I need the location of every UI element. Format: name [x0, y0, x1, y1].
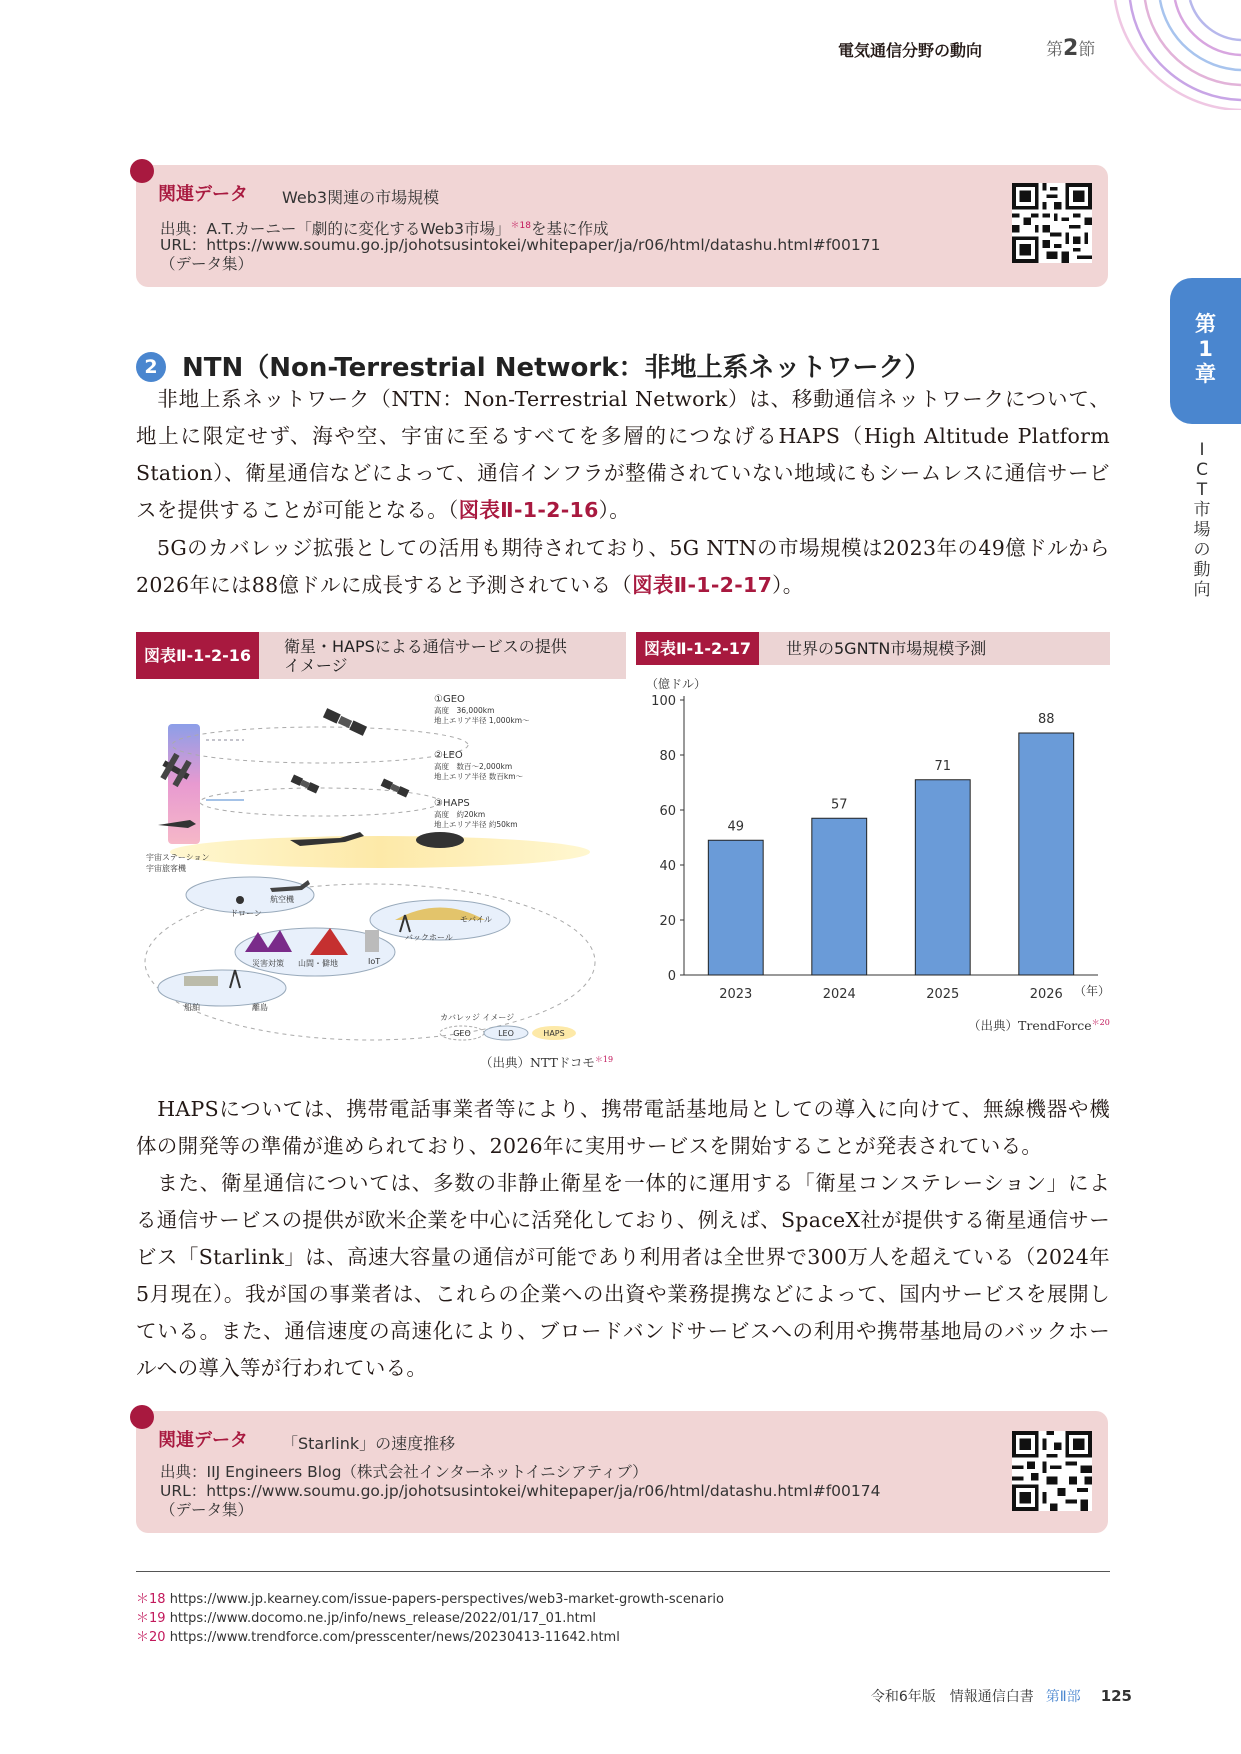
ntn-illustration — [140, 690, 618, 1050]
haps-radius: 地上エリア半径 約50km — [434, 820, 518, 829]
vertical-char: C — [1196, 460, 1208, 480]
y-tick-label: 40 — [659, 859, 676, 874]
figure-reference-link[interactable]: 図表Ⅱ-1-2-17 — [632, 573, 773, 597]
figure-reference-link[interactable]: 図表Ⅱ-1-2-16 — [458, 498, 599, 522]
figure-16-caption-line1: 衛星・HAPSによる通信サービスの提供 — [284, 637, 567, 656]
bar-2025 — [915, 780, 970, 975]
vertical-char: 向 — [1193, 580, 1211, 600]
y-axis-unit-label: （億ドル） — [646, 677, 707, 691]
related-data-box-starlink — [136, 1411, 1108, 1533]
page-number: 125 — [1100, 1687, 1132, 1705]
geo-label: ①GEO — [434, 694, 465, 705]
ship-icon — [184, 976, 218, 986]
section-prefix: 第 — [1046, 40, 1063, 60]
running-header-title: 電気通信分野の動向 — [838, 41, 983, 60]
drone-label: ドローン — [230, 909, 262, 918]
footnote-url[interactable]: https://www.jp.kearney.com/issue-papers-perspectives/web3-market-growth-scenario — [169, 1592, 724, 1607]
body-paragraph-2 — [136, 530, 1110, 604]
related-data-collection: （データ集） — [160, 1501, 254, 1519]
figure-17-header — [636, 632, 1110, 665]
paragraph-text-end: ）。 — [772, 573, 804, 597]
footer-part: 第Ⅱ部 — [1045, 1689, 1081, 1705]
figure-17-tag: 図表Ⅱ-1-2-17 — [636, 632, 759, 665]
footnote-divider — [136, 1571, 1110, 1572]
section-suffix: 節 — [1078, 40, 1096, 60]
footnote-20 — [136, 1626, 620, 1645]
vertical-char: T — [1196, 480, 1208, 500]
bar-2026 — [1019, 733, 1074, 975]
related-data-title: 「Starlink」の速度推移 — [282, 1434, 456, 1453]
x-tick-label: 2026 — [1029, 987, 1063, 1002]
coverage-geo-label: GEO — [453, 1029, 471, 1038]
qr-code-icon[interactable] — [1012, 1431, 1092, 1511]
body-paragraph-1 — [136, 381, 1110, 529]
vertical-char: 場 — [1193, 520, 1211, 540]
footnote-mark: ＊19 — [136, 1611, 166, 1626]
x-tick-label: 2024 — [822, 987, 856, 1002]
x-tick-label: 2023 — [719, 987, 753, 1002]
space-plane-label: 宇宙旅客機 — [146, 864, 186, 873]
leo-satellite-icon — [291, 774, 320, 793]
source-text: 出典：A.T.カーニー「劇的に変化するWeb3市場」 — [160, 220, 511, 239]
coverage-label: カバレッジ イメージ — [440, 1013, 515, 1022]
leo-satellite-icon — [381, 778, 410, 797]
credit-text: （出典）TrendForce — [968, 1018, 1092, 1033]
related-data-label: 関連データ — [158, 1430, 248, 1451]
chapter-tab — [1170, 278, 1241, 424]
credit-text: （出典）NTTドコモ — [480, 1055, 595, 1070]
leo-altitude: 高度 数百～2,000km — [434, 762, 513, 771]
related-data-label: 関連データ — [158, 184, 248, 205]
haps-altitude: 高度 約20km — [434, 810, 486, 819]
related-data-source — [160, 217, 608, 238]
body-paragraph-4: また、衛星通信については、多数の非静止衛星を一体的に運用する「衛星コンステレーション」による通信サービスの提供が欧米企業を中心に活発化しており、例えば、SpaceX社が提供する衛星通信サービス「Starlink」は、高速大容量の通信が可能であり利用者は全世界で300万人を超えている（2024年5月現在）。我が国の事業者は、これらの企業への出資や業務提携などによって、国内サービスを展開している。また、通信速度の高速化により、ブロードバンドサービスへの利用や携帯基地局のバックホールへの導入等が行われている。 — [136, 1171, 1110, 1380]
haps-label: ③HAPS — [434, 798, 470, 809]
figure-16-header — [136, 632, 626, 679]
footnote-url[interactable]: https://www.trendforce.com/presscenter/news/20230413-11642.html — [169, 1630, 620, 1645]
related-data-box-web3 — [136, 165, 1108, 287]
section-number-badge: 2 — [136, 352, 166, 382]
airplane-area — [186, 877, 314, 913]
related-data-url[interactable]: URL：https://www.soumu.go.jp/johotsusintokei/whitepaper/ja/r06/html/datashu.html#f00174 — [160, 1482, 881, 1500]
paragraph-text-end: ）。 — [598, 498, 631, 522]
page-footer — [871, 1686, 1132, 1706]
bar-2024 — [812, 818, 867, 975]
footnote-ref: ＊20 — [1091, 1017, 1110, 1027]
footnote-ref: ＊18 — [510, 221, 531, 231]
source-suffix: を基に作成 — [530, 220, 609, 239]
qr-code-icon[interactable] — [1012, 183, 1092, 263]
airship-icon — [416, 832, 464, 848]
footnote-mark: ＊20 — [136, 1630, 166, 1645]
y-tick-label: 0 — [667, 969, 676, 984]
geo-radius: 地上エリア半径 1,000km～ — [434, 716, 530, 725]
related-data-collection: （データ集） — [160, 255, 254, 273]
iot-label: IoT — [368, 957, 381, 966]
disaster-label: 災害対策 — [252, 959, 284, 968]
island-label: 離島 — [252, 1003, 268, 1012]
related-data-dot — [130, 159, 154, 183]
chapter-vertical-title — [1188, 440, 1216, 600]
chapter-number: 1 — [1198, 337, 1213, 361]
bar-value-label: 57 — [830, 797, 848, 813]
footnote-url[interactable]: https://www.docomo.ne.jp/info/news_release/2022/01/17_01.html — [169, 1611, 596, 1626]
airplane-label: 航空機 — [270, 895, 294, 904]
figure-16-tag: 図表Ⅱ-1-2-16 — [136, 632, 259, 679]
vertical-char: 動 — [1193, 560, 1211, 580]
related-data-title: Web3関連の市場規模 — [282, 188, 440, 207]
geo-altitude: 高度 36,000km — [434, 706, 495, 715]
figure-16-credit — [480, 1053, 613, 1071]
vertical-char: I — [1199, 440, 1205, 460]
chapter-prefix: 第 — [1195, 312, 1216, 336]
footer-edition: 令和6年版 情報通信白書 — [870, 1689, 1034, 1705]
figure-17-caption: 世界の5GNTN市場規模予測 — [786, 639, 987, 658]
body-paragraph-3: HAPSについては、携帯電話事業者等により、携帯電話基地局としての導入に向けて、無線機器や機体の開発等の準備が進められており、2026年に実用サービスを開始することが発表されている。 — [136, 1097, 1110, 1158]
coverage-haps-label: HAPS — [543, 1029, 565, 1038]
vertical-char: 市 — [1193, 500, 1211, 520]
bar-value-label: 88 — [1037, 712, 1055, 727]
geo-orbit — [172, 727, 468, 763]
related-data-url[interactable]: URL：https://www.soumu.go.jp/johotsusintokei/whitepaper/ja/r06/html/datashu.html#f00171 — [160, 236, 881, 254]
ship-area — [158, 970, 286, 1006]
y-tick-label: 80 — [659, 749, 676, 764]
bar-2023 — [708, 840, 763, 975]
leo-radius: 地上エリア半径 数百km～ — [434, 772, 524, 781]
running-header-section — [1046, 35, 1095, 61]
footnote-18 — [136, 1588, 724, 1607]
bar-value-label: 71 — [934, 758, 952, 774]
paragraph-text: 5Gのカバレッジ拡張としての活用も期待されており、5G NTNの市場規模は2023年の49億ドルから2026年には88億ドルに成長すると予測されている（ — [136, 536, 1110, 597]
building-icon — [365, 930, 379, 952]
y-tick-label: 60 — [659, 804, 676, 819]
related-data-dot — [130, 1405, 154, 1429]
haps-layer — [170, 836, 590, 868]
paragraph-text: 非地上系ネットワーク（NTN：Non-Terrestrial Network）は、移動通信ネットワークについて、地上に限定せず、海や空、宇宙に至るすべてを多層的につなげるHAPS（High Altitude Platform Station）、衛星通信などによって、通信インフラが整備されていない地域にもシームレスに通信サービスを提供することが可能となる。（ — [136, 387, 1110, 522]
footnote-mark: ＊18 — [136, 1592, 166, 1607]
y-tick-label: 100 — [651, 694, 676, 709]
vertical-char: の — [1193, 540, 1211, 560]
figure-16-caption-line2: イメージ — [284, 656, 348, 675]
x-axis-unit-label: （年） — [1073, 984, 1110, 998]
drone-icon — [236, 896, 244, 904]
ship-label: 船舶 — [184, 1003, 200, 1012]
figure-17-credit — [968, 1016, 1110, 1034]
geo-satellite-icon — [323, 708, 367, 736]
chapter-suffix: 章 — [1195, 362, 1216, 386]
mountain-label: 山間・僻地 — [298, 959, 338, 968]
backhaul-label: バックホール — [405, 933, 453, 942]
x-tick-label: 2025 — [926, 987, 960, 1002]
y-tick-label: 20 — [659, 914, 676, 929]
section-number: 2 — [1063, 36, 1079, 61]
leo-label: ②LEO — [434, 750, 463, 761]
coverage-leo-label: LEO — [498, 1029, 514, 1038]
5gntn-market-bar-chart — [636, 670, 1116, 1030]
corner-decoration-graphic — [1100, 0, 1241, 110]
mobile-label: モバイル — [460, 915, 492, 924]
related-data-source: 出典：IIJ Engineers Blog（株式会社インターネットイニシアティブ） — [160, 1463, 648, 1481]
footnote-ref: ＊19 — [594, 1054, 614, 1064]
section-heading: NTN（Non-Terrestrial Network：非地上系ネットワーク） — [182, 353, 931, 383]
coverage-legend — [440, 1026, 576, 1040]
station-label: 宇宙ステーション — [146, 853, 210, 862]
footnote-19 — [136, 1607, 596, 1626]
bar-value-label: 49 — [727, 819, 745, 835]
